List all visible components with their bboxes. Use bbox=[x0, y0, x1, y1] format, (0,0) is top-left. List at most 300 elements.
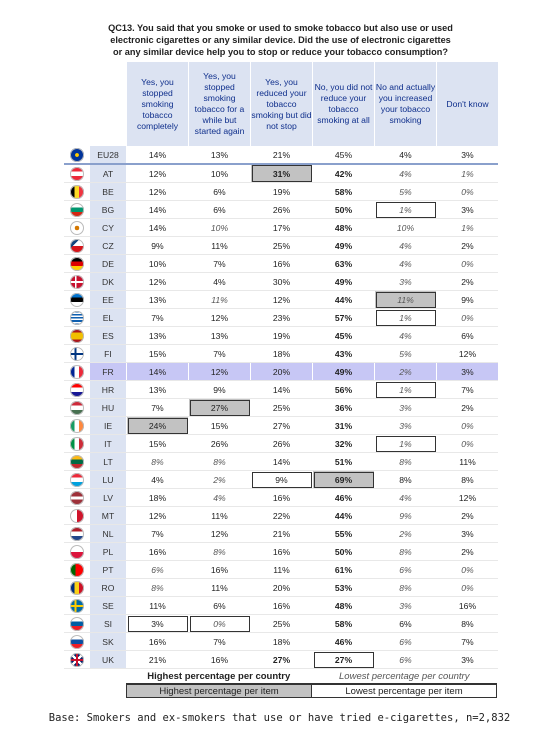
flag-es-icon bbox=[70, 329, 84, 343]
flag-be-icon bbox=[70, 185, 84, 199]
value-cell: 7% bbox=[437, 381, 499, 399]
value-cell: 6% bbox=[437, 327, 499, 345]
table-row bbox=[64, 255, 498, 273]
country-code: LT bbox=[90, 453, 127, 471]
value-cell: 43% bbox=[313, 345, 375, 363]
flag-si-icon bbox=[70, 617, 84, 631]
table-row bbox=[64, 237, 498, 255]
country-code: HR bbox=[90, 381, 127, 399]
table-row bbox=[64, 633, 498, 651]
value-cell: 8% bbox=[375, 579, 437, 597]
flag-cell bbox=[64, 201, 90, 219]
value-cell: 8% bbox=[437, 615, 499, 633]
flag-lv-icon bbox=[70, 491, 84, 505]
value-cell: 16% bbox=[251, 597, 313, 615]
value-cell: 11% bbox=[251, 561, 313, 579]
flag-nl-icon bbox=[70, 527, 84, 541]
value-cell: 16% bbox=[251, 255, 313, 273]
table-row bbox=[64, 597, 498, 615]
value-cell: 12% bbox=[437, 345, 499, 363]
value-cell: 9% bbox=[375, 507, 437, 525]
value-cell: 42% bbox=[313, 164, 375, 183]
flag-cell bbox=[64, 219, 90, 237]
value-cell: 32% bbox=[313, 435, 375, 453]
value-cell: 4% bbox=[375, 164, 437, 183]
country-code: LV bbox=[90, 489, 127, 507]
flag-cell bbox=[64, 597, 90, 615]
value-cell: 9% bbox=[127, 237, 189, 255]
table-row bbox=[64, 219, 498, 237]
value-cell: 6% bbox=[375, 561, 437, 579]
value-cell: 14% bbox=[251, 381, 313, 399]
value-cell: 11% bbox=[127, 597, 189, 615]
flag-de-icon bbox=[70, 257, 84, 271]
table-row bbox=[64, 435, 498, 453]
country-code: LU bbox=[90, 471, 127, 489]
value-cell: 10% bbox=[189, 219, 251, 237]
value-cell: 6% bbox=[375, 651, 437, 669]
table-row bbox=[64, 417, 498, 435]
value-cell: 2% bbox=[189, 471, 251, 489]
value-cell: 3% bbox=[375, 417, 437, 435]
value-cell: 6% bbox=[375, 615, 437, 633]
value-cell: 15% bbox=[127, 345, 189, 363]
value-cell: 18% bbox=[127, 489, 189, 507]
value-cell: 13% bbox=[127, 381, 189, 399]
value-cell: 12% bbox=[127, 507, 189, 525]
value-cell: 2% bbox=[437, 543, 499, 561]
value-cell: 11% bbox=[189, 237, 251, 255]
flag-cell bbox=[64, 309, 90, 327]
country-code: BG bbox=[90, 201, 127, 219]
country-code: SI bbox=[90, 615, 127, 633]
table-row bbox=[64, 146, 498, 164]
flag-cell bbox=[64, 633, 90, 651]
legend-lowest-item: Lowest percentage per item bbox=[312, 684, 497, 698]
value-cell: 4% bbox=[375, 146, 437, 164]
flag-cell bbox=[64, 237, 90, 255]
value-cell: 9% bbox=[437, 291, 499, 309]
flag-sk-icon bbox=[70, 635, 84, 649]
base-note: Base: Smokers and ex-smokers that use or have tried e-cigarettes, n=2,832 bbox=[48, 712, 511, 724]
value-cell: 12% bbox=[127, 273, 189, 291]
country-code: CZ bbox=[90, 237, 127, 255]
value-cell: 8% bbox=[375, 453, 437, 471]
flag-cell bbox=[64, 381, 90, 399]
value-cell: 21% bbox=[251, 146, 313, 164]
country-code: RO bbox=[90, 579, 127, 597]
value-cell: 25% bbox=[251, 615, 313, 633]
value-cell: 53% bbox=[313, 579, 375, 597]
header-stopped-completely: Yes, you stopped smoking tobacco completely bbox=[127, 62, 189, 146]
value-cell: 44% bbox=[313, 291, 375, 309]
flag-cell bbox=[64, 417, 90, 435]
value-cell: 56% bbox=[313, 381, 375, 399]
header-stopped-while: Yes, you stopped smoking tobacco for a while but started again bbox=[189, 62, 251, 146]
flag-cell bbox=[64, 273, 90, 291]
results-table bbox=[64, 62, 498, 669]
value-cell: 6% bbox=[189, 201, 251, 219]
value-cell: 49% bbox=[313, 273, 375, 291]
value-cell: 4% bbox=[375, 489, 437, 507]
country-code: EL bbox=[90, 309, 127, 327]
legend-lowest-country: Lowest percentage per country bbox=[312, 670, 498, 684]
value-cell: 20% bbox=[251, 579, 313, 597]
flag-cell bbox=[64, 183, 90, 201]
table-row bbox=[64, 525, 498, 543]
table-row bbox=[64, 381, 498, 399]
table-body bbox=[64, 146, 498, 669]
country-code: HU bbox=[90, 399, 127, 417]
flag-hr-icon bbox=[70, 383, 84, 397]
flag-it-icon bbox=[70, 437, 84, 451]
value-cell: 31% bbox=[251, 164, 313, 183]
header-row bbox=[64, 62, 498, 146]
flag-lu-icon bbox=[70, 473, 84, 487]
country-code: DE bbox=[90, 255, 127, 273]
flag-mt-icon bbox=[70, 509, 84, 523]
flag-cell bbox=[64, 164, 90, 183]
value-cell: 14% bbox=[127, 201, 189, 219]
country-code: SK bbox=[90, 633, 127, 651]
table-row bbox=[64, 471, 498, 489]
value-cell: 16% bbox=[127, 633, 189, 651]
country-code: IE bbox=[90, 417, 127, 435]
value-cell: 1% bbox=[375, 435, 437, 453]
flag-bg-icon bbox=[70, 203, 84, 217]
value-cell: 11% bbox=[189, 507, 251, 525]
value-cell: 2% bbox=[437, 237, 499, 255]
value-cell: 25% bbox=[251, 399, 313, 417]
value-cell: 12% bbox=[189, 525, 251, 543]
value-cell: 14% bbox=[127, 219, 189, 237]
flag-cell bbox=[64, 579, 90, 597]
table-row bbox=[64, 507, 498, 525]
value-cell: 12% bbox=[189, 363, 251, 381]
value-cell: 9% bbox=[189, 381, 251, 399]
flag-cell bbox=[64, 651, 90, 669]
value-cell: 0% bbox=[437, 561, 499, 579]
value-cell: 15% bbox=[189, 417, 251, 435]
value-cell: 13% bbox=[127, 327, 189, 345]
value-cell: 2% bbox=[437, 273, 499, 291]
value-cell: 13% bbox=[189, 146, 251, 164]
value-cell: 51% bbox=[313, 453, 375, 471]
value-cell: 3% bbox=[437, 525, 499, 543]
value-cell: 26% bbox=[251, 201, 313, 219]
header-increased: No and actually you increased your tobacco smoking bbox=[375, 62, 437, 146]
value-cell: 0% bbox=[437, 417, 499, 435]
value-cell: 11% bbox=[437, 453, 499, 471]
legend-highest-item: Highest percentage per item bbox=[126, 684, 312, 698]
value-cell: 27% bbox=[251, 417, 313, 435]
value-cell: 12% bbox=[127, 183, 189, 201]
value-cell: 11% bbox=[189, 579, 251, 597]
value-cell: 1% bbox=[375, 381, 437, 399]
legend-highest-country: Highest percentage per country bbox=[126, 670, 312, 684]
value-cell: 3% bbox=[437, 651, 499, 669]
value-cell: 7% bbox=[437, 633, 499, 651]
value-cell: 14% bbox=[127, 146, 189, 164]
table-row bbox=[64, 561, 498, 579]
value-cell: 7% bbox=[127, 399, 189, 417]
flag-cell bbox=[64, 471, 90, 489]
value-cell: 20% bbox=[251, 363, 313, 381]
flag-fi-icon bbox=[70, 347, 84, 361]
flag-cell bbox=[64, 525, 90, 543]
value-cell: 16% bbox=[189, 561, 251, 579]
value-cell: 8% bbox=[189, 453, 251, 471]
value-cell: 50% bbox=[313, 201, 375, 219]
header-dont-know: Don't know bbox=[437, 62, 499, 146]
value-cell: 0% bbox=[437, 183, 499, 201]
value-cell: 58% bbox=[313, 183, 375, 201]
flag-fr-icon bbox=[70, 365, 84, 379]
country-code: ES bbox=[90, 327, 127, 345]
value-cell: 44% bbox=[313, 507, 375, 525]
value-cell: 2% bbox=[375, 525, 437, 543]
value-cell: 7% bbox=[127, 525, 189, 543]
table-row bbox=[64, 183, 498, 201]
value-cell: 4% bbox=[375, 237, 437, 255]
country-code: MT bbox=[90, 507, 127, 525]
value-cell: 8% bbox=[127, 453, 189, 471]
value-cell: 3% bbox=[127, 615, 189, 633]
value-cell: 6% bbox=[189, 597, 251, 615]
value-cell: 6% bbox=[189, 183, 251, 201]
country-code: FI bbox=[90, 345, 127, 363]
value-cell: 5% bbox=[375, 345, 437, 363]
value-cell: 4% bbox=[189, 273, 251, 291]
value-cell: 1% bbox=[375, 201, 437, 219]
flag-dk-icon bbox=[70, 275, 84, 289]
value-cell: 3% bbox=[437, 201, 499, 219]
value-cell: 13% bbox=[189, 327, 251, 345]
table-row bbox=[64, 201, 498, 219]
flag-lt-icon bbox=[70, 455, 84, 469]
value-cell: 3% bbox=[375, 273, 437, 291]
flag-cell bbox=[64, 489, 90, 507]
value-cell: 8% bbox=[375, 471, 437, 489]
value-cell: 1% bbox=[375, 309, 437, 327]
value-cell: 45% bbox=[313, 146, 375, 164]
table-row bbox=[64, 543, 498, 561]
value-cell: 15% bbox=[127, 435, 189, 453]
flag-pl-icon bbox=[70, 545, 84, 559]
question-text: QC13. You said that you smoke or used to smoke tobacco but also use or used electronic cigarettes or any similar device. Did the use of electronic cigarettes or any similar device help you to stop or reduce your tobacco consumption? bbox=[108, 23, 453, 57]
value-cell: 25% bbox=[251, 237, 313, 255]
value-cell: 7% bbox=[189, 345, 251, 363]
flag-cell bbox=[64, 327, 90, 345]
country-code: AT bbox=[90, 164, 127, 183]
value-cell: 36% bbox=[313, 399, 375, 417]
value-cell: 22% bbox=[251, 507, 313, 525]
value-cell: 8% bbox=[375, 543, 437, 561]
flag-pt-icon bbox=[70, 563, 84, 577]
flag-cell bbox=[64, 146, 90, 164]
value-cell: 49% bbox=[313, 237, 375, 255]
value-cell: 69% bbox=[313, 471, 375, 489]
value-cell: 14% bbox=[127, 363, 189, 381]
table-row bbox=[64, 291, 498, 309]
value-cell: 16% bbox=[127, 543, 189, 561]
table-row bbox=[64, 453, 498, 471]
value-cell: 16% bbox=[437, 597, 499, 615]
table-row bbox=[64, 651, 498, 669]
flag-cell bbox=[64, 507, 90, 525]
table-row bbox=[64, 615, 498, 633]
value-cell: 16% bbox=[189, 651, 251, 669]
table-row bbox=[64, 345, 498, 363]
country-code: PT bbox=[90, 561, 127, 579]
flag-cell bbox=[64, 363, 90, 381]
value-cell: 48% bbox=[313, 219, 375, 237]
value-cell: 4% bbox=[375, 255, 437, 273]
flag-el-icon bbox=[70, 311, 84, 325]
value-cell: 2% bbox=[375, 363, 437, 381]
country-code: DK bbox=[90, 273, 127, 291]
value-cell: 10% bbox=[127, 255, 189, 273]
flag-cz-icon bbox=[70, 239, 84, 253]
value-cell: 0% bbox=[437, 435, 499, 453]
header-flag-spacer bbox=[64, 62, 90, 146]
header-not-reduced: No, you did not reduce your tobacco smoking at all bbox=[313, 62, 375, 146]
value-cell: 16% bbox=[251, 543, 313, 561]
value-cell: 12% bbox=[189, 309, 251, 327]
value-cell: 27% bbox=[189, 399, 251, 417]
value-cell: 24% bbox=[127, 417, 189, 435]
value-cell: 13% bbox=[127, 291, 189, 309]
value-cell: 9% bbox=[251, 471, 313, 489]
flag-ie-icon bbox=[70, 419, 84, 433]
value-cell: 0% bbox=[437, 255, 499, 273]
value-cell: 0% bbox=[437, 579, 499, 597]
flag-ro-icon bbox=[70, 581, 84, 595]
value-cell: 49% bbox=[313, 363, 375, 381]
header-code-spacer bbox=[90, 62, 127, 146]
value-cell: 21% bbox=[127, 651, 189, 669]
value-cell: 50% bbox=[313, 543, 375, 561]
value-cell: 14% bbox=[251, 453, 313, 471]
country-code: CY bbox=[90, 219, 127, 237]
flag-hu-icon bbox=[70, 401, 84, 415]
country-code: SE bbox=[90, 597, 127, 615]
value-cell: 7% bbox=[127, 309, 189, 327]
flag-cell bbox=[64, 561, 90, 579]
value-cell: 3% bbox=[437, 146, 499, 164]
value-cell: 6% bbox=[127, 561, 189, 579]
value-cell: 26% bbox=[251, 435, 313, 453]
value-cell: 23% bbox=[251, 309, 313, 327]
value-cell: 48% bbox=[313, 597, 375, 615]
table-row bbox=[64, 164, 498, 183]
table-row bbox=[64, 273, 498, 291]
value-cell: 1% bbox=[437, 164, 499, 183]
flag-cell bbox=[64, 435, 90, 453]
flag-cell bbox=[64, 399, 90, 417]
value-cell: 0% bbox=[189, 615, 251, 633]
flag-eu-icon bbox=[70, 148, 84, 162]
value-cell: 8% bbox=[437, 471, 499, 489]
value-cell: 11% bbox=[189, 291, 251, 309]
value-cell: 46% bbox=[313, 633, 375, 651]
value-cell: 10% bbox=[375, 219, 437, 237]
value-cell: 6% bbox=[375, 633, 437, 651]
country-code: IT bbox=[90, 435, 127, 453]
value-cell: 12% bbox=[127, 164, 189, 183]
flag-cell bbox=[64, 615, 90, 633]
value-cell: 10% bbox=[189, 164, 251, 183]
value-cell: 12% bbox=[437, 489, 499, 507]
value-cell: 3% bbox=[375, 597, 437, 615]
value-cell: 26% bbox=[189, 435, 251, 453]
country-code: BE bbox=[90, 183, 127, 201]
header-reduced: Yes, you reduced your tobacco smoking but did not stop bbox=[251, 62, 313, 146]
value-cell: 8% bbox=[127, 579, 189, 597]
value-cell: 4% bbox=[375, 327, 437, 345]
value-cell: 27% bbox=[313, 651, 375, 669]
legend bbox=[126, 670, 497, 698]
table-row bbox=[64, 327, 498, 345]
value-cell: 1% bbox=[437, 219, 499, 237]
value-cell: 19% bbox=[251, 183, 313, 201]
flag-cell bbox=[64, 543, 90, 561]
flag-se-icon bbox=[70, 599, 84, 613]
value-cell: 31% bbox=[313, 417, 375, 435]
flag-uk-icon bbox=[70, 653, 84, 667]
country-code: FR bbox=[90, 363, 127, 381]
value-cell: 17% bbox=[251, 219, 313, 237]
country-code: EU28 bbox=[90, 146, 127, 164]
flag-at-icon bbox=[70, 167, 84, 181]
country-code: NL bbox=[90, 525, 127, 543]
value-cell: 27% bbox=[251, 651, 313, 669]
value-cell: 5% bbox=[375, 183, 437, 201]
flag-cell bbox=[64, 255, 90, 273]
flag-cell bbox=[64, 345, 90, 363]
value-cell: 18% bbox=[251, 345, 313, 363]
value-cell: 11% bbox=[375, 291, 437, 309]
table-row bbox=[64, 579, 498, 597]
value-cell: 21% bbox=[251, 525, 313, 543]
table-row bbox=[64, 489, 498, 507]
value-cell: 4% bbox=[189, 489, 251, 507]
value-cell: 2% bbox=[437, 399, 499, 417]
value-cell: 55% bbox=[313, 525, 375, 543]
value-cell: 46% bbox=[313, 489, 375, 507]
flag-cell bbox=[64, 291, 90, 309]
value-cell: 7% bbox=[189, 255, 251, 273]
country-code: EE bbox=[90, 291, 127, 309]
value-cell: 0% bbox=[437, 309, 499, 327]
value-cell: 61% bbox=[313, 561, 375, 579]
value-cell: 57% bbox=[313, 309, 375, 327]
value-cell: 7% bbox=[189, 633, 251, 651]
value-cell: 8% bbox=[189, 543, 251, 561]
value-cell: 12% bbox=[251, 291, 313, 309]
country-code: PL bbox=[90, 543, 127, 561]
value-cell: 3% bbox=[375, 399, 437, 417]
value-cell: 45% bbox=[313, 327, 375, 345]
value-cell: 18% bbox=[251, 633, 313, 651]
value-cell: 58% bbox=[313, 615, 375, 633]
value-cell: 19% bbox=[251, 327, 313, 345]
table-row bbox=[64, 399, 498, 417]
value-cell: 3% bbox=[437, 363, 499, 381]
value-cell: 63% bbox=[313, 255, 375, 273]
value-cell: 30% bbox=[251, 273, 313, 291]
table-row bbox=[64, 363, 498, 381]
